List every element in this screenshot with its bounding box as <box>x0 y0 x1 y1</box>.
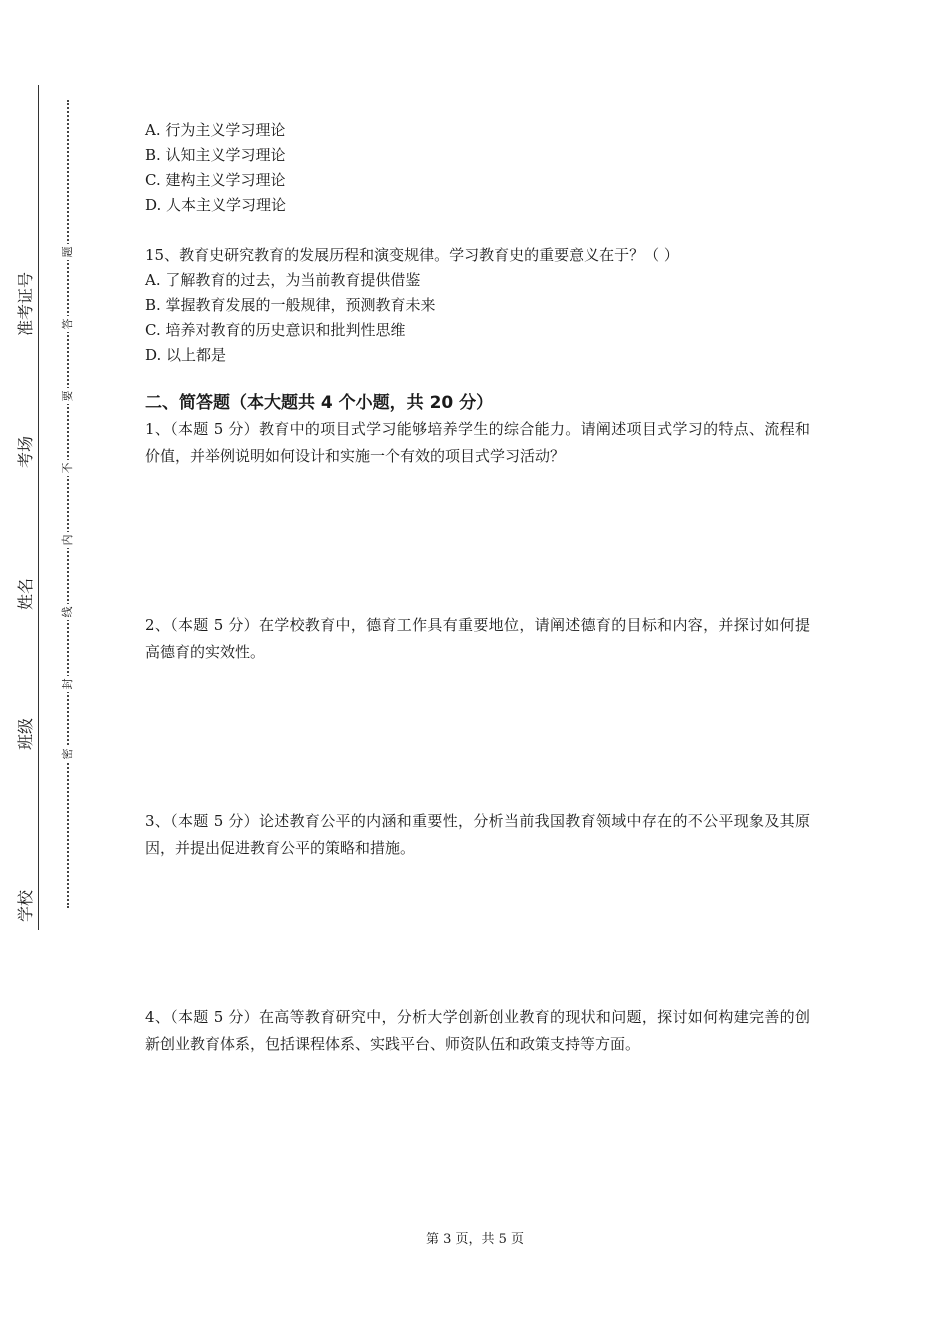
q14-option-b: B. 认知主义学习理论 <box>145 146 286 164</box>
q15-option-c: C. 培养对教育的历史意识和批判性思维 <box>145 321 406 339</box>
short-question-2: 2、（本题 5 分）在学校教育中，德育工作具有重要地位，请阐述德育的目标和内容，并探讨如何提高德育的实效性。 <box>145 616 810 661</box>
seal-char-xian: 线 <box>60 604 76 620</box>
short-question-4: 4、（本题 5 分）在高等教育研究中，分析大学创新创业教育的现状和问题，探讨如何构建完善的创新创业教育体系，包括课程体系、实践平台、师资队伍和政策支持等方面。 <box>145 1008 810 1053</box>
seal-char-ti: 题 <box>60 244 76 260</box>
class-label: 班级 <box>18 708 34 752</box>
seal-char-nei: 内 <box>60 532 76 548</box>
q15-option-b: B. 掌握教育发展的一般规律，预测教育未来 <box>145 296 436 314</box>
q14-option-a: A. 行为主义学习理论 <box>145 121 286 139</box>
answer-space-1 <box>145 470 810 612</box>
q14-options <box>145 118 810 218</box>
q14-option-c: C. 建构主义学习理论 <box>145 171 286 189</box>
section-2-title: 二、简答题（本大题共 4 个小题，共 20 分） <box>145 393 494 413</box>
short-question-1: 1、（本题 5 分）教育中的项目式学习能够培养学生的综合能力。请阐述项目式学习的特点、流程和价值，并举例说明如何设计和实施一个有效的项目式学习活动？ <box>145 420 810 465</box>
q15-option-a: A. 了解教育的过去，为当前教育提供借鉴 <box>145 271 421 289</box>
answer-space-2 <box>145 666 810 808</box>
page-footer: 第 3 页，共 5 页 <box>425 1232 525 1247</box>
seal-char-feng: 封 <box>60 676 76 692</box>
exam-id-label: 准考证号 <box>16 271 35 336</box>
school-label: 学校 <box>18 880 34 924</box>
binding-margin <box>0 0 90 1344</box>
seal-char-bu: 不 <box>60 460 76 476</box>
question-15 <box>145 243 810 368</box>
seal-char-yao: 要 <box>60 388 76 404</box>
seal-char-mi: 密 <box>60 746 76 762</box>
answer-space-3 <box>145 862 810 1004</box>
binding-solid-line <box>38 85 39 930</box>
q15-stem: 15、教育史研究教育的发展历程和演变规律。学习教育史的重要意义在于？（ ） <box>145 246 679 264</box>
short-question-3: 3、（本题 5 分）论述教育公平的内涵和重要性，分析当前我国教育领域中存在的不公平现象及其原因，并提出促进教育公平的策略和措施。 <box>145 812 810 857</box>
q14-option-d: D. 人本主义学习理论 <box>145 196 287 214</box>
seal-char-da: 答 <box>60 316 76 332</box>
exam-room-label: 考场 <box>18 426 34 470</box>
student-name-label: 姓名 <box>18 568 34 612</box>
q15-option-d: D. 以上都是 <box>145 346 227 364</box>
seal-dotted-line <box>67 100 69 908</box>
exam-content <box>145 118 810 1058</box>
